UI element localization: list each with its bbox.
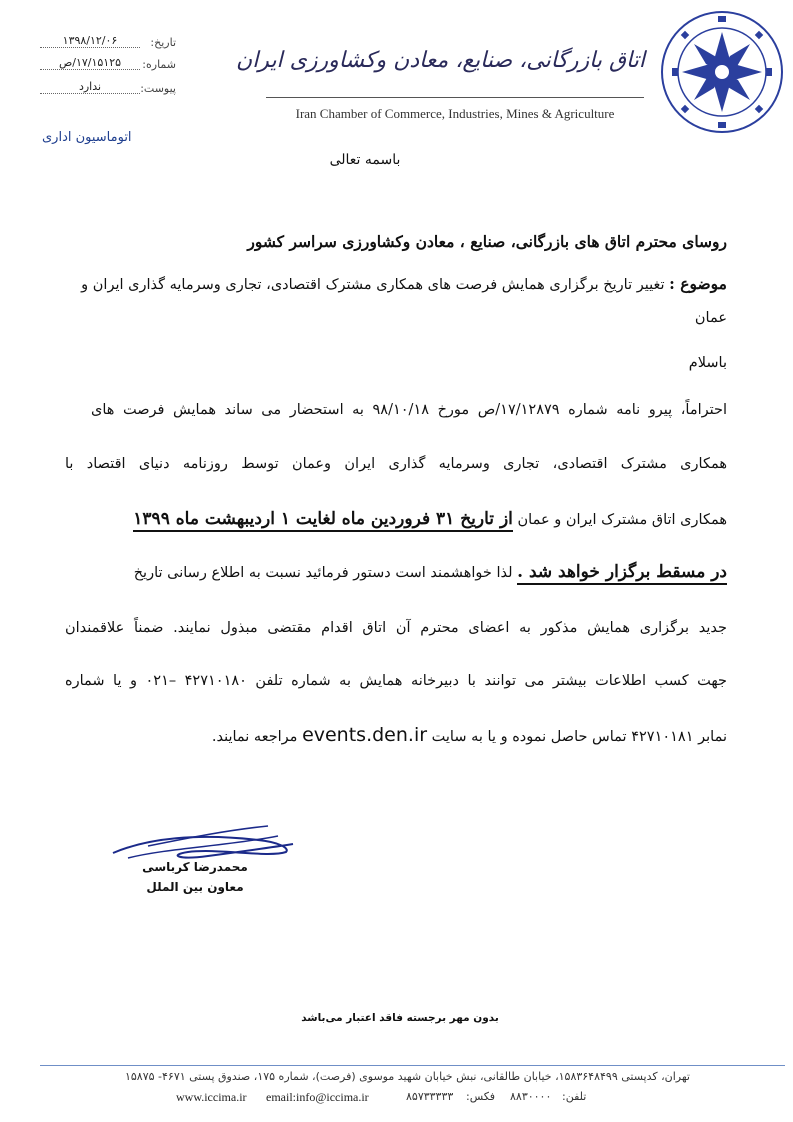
body-line-5: جدید برگزاری همایش مذکور به اعضای محترم آن اتاق اقدام مقتضی مبذول نمایند. ضمناً علاقمندان	[65, 620, 727, 636]
body-line-2: همکاری مشترک اقتصادی، تجاری وسرمایه گذاری ایران وعمان توسط روزنامه دنیای اقتصاد با	[65, 456, 727, 472]
org-name-en: Iran Chamber of Commerce, Industries, Mines & Agriculture	[295, 106, 615, 121]
attachment-label: پیوست:	[140, 82, 176, 95]
body-line-7-end: مراجعه نمایند.	[211, 729, 298, 745]
org-name-fa: اتاق بازرگانی، صنایع، معادن وکشاورزی ایران	[236, 48, 645, 73]
footer-phone-value: ۸۸۳۰۰۰۰	[510, 1090, 552, 1103]
footer-address: تهران، کدپستی ۱۵۸۳۶۴۸۴۹۹، خیابان طالقانی، نبش خیابان شهید موسوی (فرصت)، شماره ۱۷۵، صندوق پستی ۴۶۷۱- ۱۵۸۷۵	[124, 1070, 690, 1083]
subject-label: موضوع :	[669, 274, 727, 293]
body-line-7	[65, 724, 727, 746]
footer-rule	[40, 1065, 785, 1066]
office-automation-label: اتوماسیون اداری	[42, 130, 132, 145]
body-line-7-start: نمابر ۴۲۷۱۰۱۸۱ تماس حاصل نموده و یا به سایت	[431, 729, 727, 745]
event-location: در مسقط برگزار خواهد شد .	[517, 562, 727, 585]
number-label: شماره:	[142, 58, 176, 71]
footer-phone-label: تلفن:	[562, 1090, 587, 1103]
stamp-note: بدون مهر برجسته فاقد اعتبار می‌باشد	[301, 1012, 499, 1024]
footer-fax-label: فکس:	[466, 1090, 496, 1103]
number-value: ۱۷/۱۵۱۲۵/ص	[40, 56, 140, 70]
date-label: تاریخ:	[150, 36, 176, 49]
body-line-4-rest: لذا خواهشمند است دستور فرمائید نسبت به اطلاع رسانی تاریخ	[133, 565, 513, 581]
event-dates: از تاریخ ۳۱ فروردین ماه لغایت ۱ اردیبهشت ماه ۱۳۹۹	[133, 509, 513, 532]
date-value: ۱۳۹۸/۱۲/۰۶	[40, 34, 140, 48]
event-website: events.den.ir	[302, 724, 428, 746]
attachment-value: ندارد	[40, 80, 140, 94]
subject-text: تغییر تاریخ برگزاری همایش فرصت های همکاری مشترک اقتصادی، تجاری وسرمایه گذاری ایران و	[81, 277, 665, 293]
signatory-name: محمدرضا کرباسی	[142, 860, 248, 874]
footer-contacts	[170, 1090, 590, 1108]
chamber-logo	[660, 10, 784, 134]
footer-website: www.iccima.ir	[176, 1090, 247, 1104]
salutation-top: باسمه تعالی	[329, 152, 401, 168]
signatory-title: معاون بین الملل	[146, 880, 244, 894]
body-line-4	[65, 562, 727, 582]
recipient: روسای محترم اتاق های بازرگانی، صنایع ، معادن وکشاورزی سراسر کشور	[247, 232, 727, 251]
header-rule	[266, 97, 644, 98]
subject-line-2: عمان	[694, 310, 727, 326]
body-line-3	[65, 509, 727, 529]
body-line-3-start: همکاری اتاق مشترک ایران و عمان	[517, 512, 727, 528]
greeting: باسلام	[688, 355, 727, 371]
letter-meta	[40, 34, 180, 100]
footer-fax-value: ۸۵۷۳۳۳۳۳	[406, 1090, 454, 1103]
body-line-6: جهت کسب اطلاعات بیشتر می توانند با دبیرخانه همایش به شماره تلفن ۴۲۷۱۰۱۸۰ –۰۲۱ و یا شماره	[65, 673, 727, 689]
subject-line-1	[65, 274, 727, 293]
body-line-1: احتراماً، پیرو نامه شماره ۱۷/۱۲۸۷۹/ص مورخ ۹۸/۱۰/۱۸ به استحضار می ساند همایش فرصت های	[91, 402, 727, 418]
footer-email: email:info@iccima.ir	[266, 1090, 369, 1104]
